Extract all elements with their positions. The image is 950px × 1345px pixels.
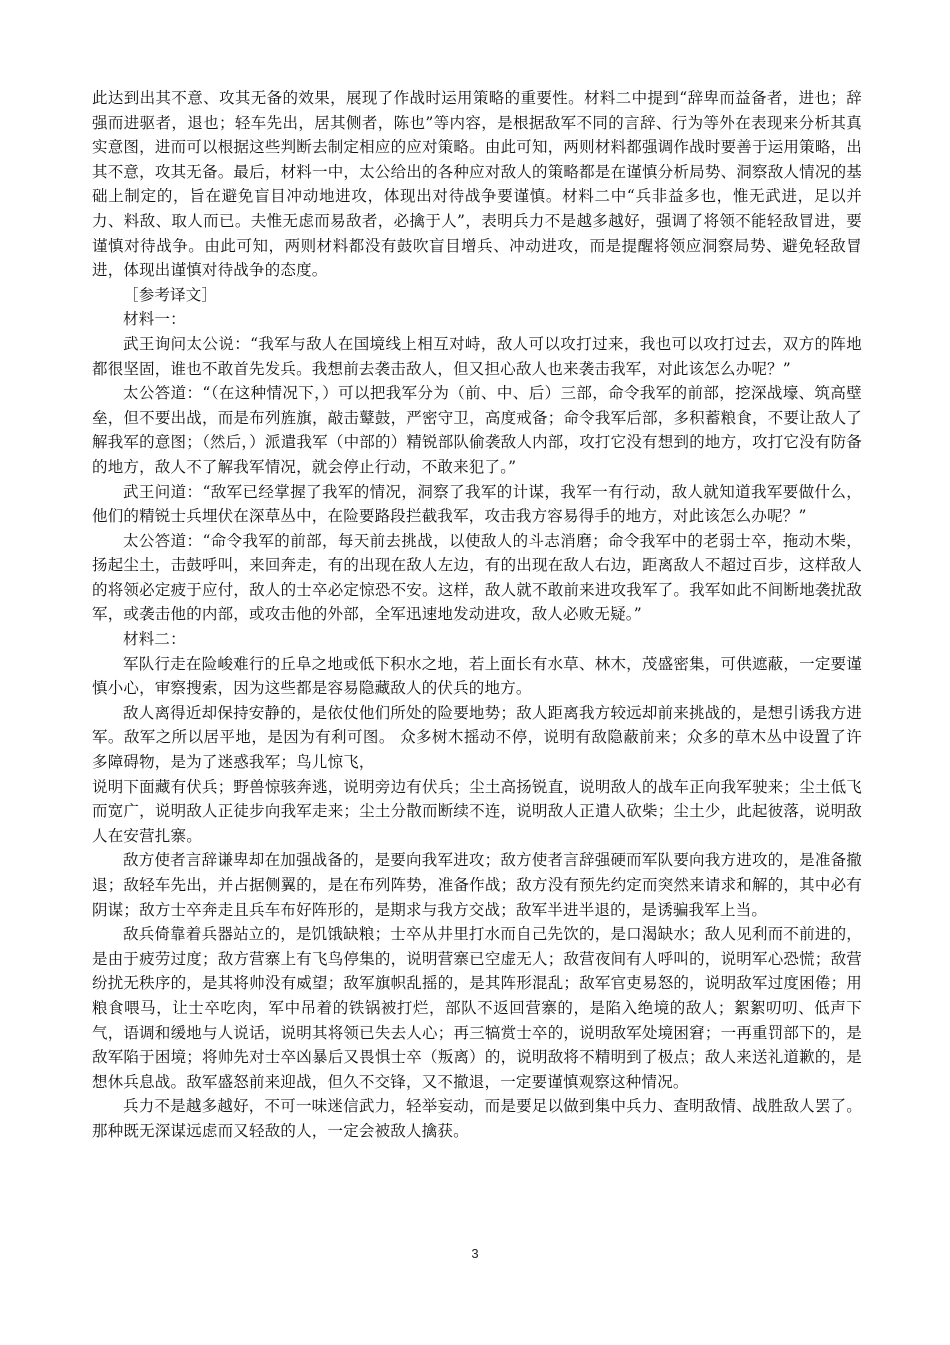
paragraph: 说明下面藏有伏兵；野兽惊骇奔逃，说明旁边有伏兵；尘土高扬锐直，说明敌人的战车正向我军驶来；尘土低飞而宽广，说明敌人正徒步向我军走来；尘土分散而断续不连，说明敌人正遣人砍柴；尘土少，此起彼落，说明敌人在安营扎寨。 [92,777,862,845]
paragraph: 敌人离得近却保持安静的，是依仗他们所处的险要地势；敌人距离我方较远却前来挑战的，是想引诱我方进军。敌军之所以居平地，是因为有利可图。 众多树木摇动不停，说明有敌隐蔽前来；众多的草木丛中设置了许多障碍物，是为了迷惑我军；鸟儿惊飞， [92,703,862,772]
paragraph: 武王问道：“敌军已经掌握了我军的情况，洞察了我军的计谋，我军一有行动，敌人就知道我军要做什么，他们的精锐士兵埋伏在深草丛中，在险要路段拦截我军，攻击我方容易得手的地方，对此该怎么办呢？” [92,482,862,526]
paragraph: 武王询问太公说：“我军与敌人在国境线上相互对峙，敌人可以攻打过来，我也可以攻打过去，双方的阵地都很坚固，谁也不敢首先发兵。我想前去袭击敌人，但又担心敌人也来袭击我军，对此该怎么办呢？” [92,334,862,378]
paragraph: 军队行走在险峻难行的丘阜之地或低下积水之地，若上面长有水草、林木，茂盛密集，可供遮蔽，一定要谨慎小心，审察搜索，因为这些都是容易隐藏敌人的伏兵的地方。 [92,654,862,698]
paragraph: 敌兵倚靠着兵器站立的，是饥饿缺粮；士卒从井里打水而自己先饮的，是口渴缺水；敌人见利而不前进的，是由于疲劳过度；敌方营寨上有飞鸟停集的，说明营寨已空虚无人；敌营夜间有人呼叫的，说明军心恐慌；敌营纷扰无秩序的，是其将帅没有威望；敌军旗帜乱摇的，是其阵形混乱；敌军官吏易怒的，说明敌军过度困倦；用粮食喂马，让士卒吃肉，军中吊着的铁锅被打烂，部队不返回营寨的，是陷入绝境的敌人；絮絮叨叨、低声下气，语调和缓地与人说话，说明其将领已失去人心；再三犒赏士卒的，说明敌军处境困窘；一再重罚部下的，是敌军陷于困境；将帅先对士卒凶暴后又畏惧士卒（叛离）的，说明敌将不精明到了极点；敌人来送礼道歉的，是想休兵息战。敌军盛怒前来迎战，但久不交锋，又不撤退，一定要谨慎观察这种情况。 [92,925,862,1091]
body-text [92,86,862,1144]
paragraph-translation-heading: ［参考译文］ [123,285,218,304]
paragraph-material-one-label: 材料一： [123,310,186,329]
paragraph-analysis: 此达到出其不意、攻其无备的效果，展现了作战时运用策略的重要性。材料二中提到“辞卑而益备者，进也；辞强而进驱者，退也；轻车先出，居其侧者，陈也”等内容，是根据敌军不同的言辞、行为等外在表现来分析其真实意图，进而可以根据这些判断去制定相应的应对策略。由此可知，两则材料都强调作战时要善于运用策略，出其不意，攻其无备。最后，材料一中，太公给出的各种应对敌人的策略都是在谨慎分析局势、洞察敌人情况的基础上制定的，旨在避免盲目冲动地进攻，体现出对待战争要谨慎。材料二中“兵非益多也，惟无武进，足以并力、料敌、取人而已。夫惟无虑而易敌者，必擒于人”，表明兵力不是越多越好，强调了将领不能轻敌冒进，要谨慎对待战争。由此可知，两则材料都没有鼓吹盲目增兵、冲动进攻，而是提醒将领应洞察局势、避免轻敌冒进，体现出谨慎对待战争的态度。 [92,89,862,280]
page-number: 3 [471,1246,479,1261]
paragraph: 太公答道：“命令我军的前部，每天前去挑战，以使敌人的斗志消磨；命令我军中的老弱士卒，拖动木柴，扬起尘土，击鼓呼叫，来回奔走，有的出现在敌人左边，有的出现在敌人右边，距离敌人不超过百步，这样敌人的将领必定疲于应付，敌人的士卒必定惊恐不安。这样，敌人就不敢前来进攻我军了。我军如此不间断地袭扰敌军，或袭击他的内部，或攻击他的外部，全军迅速地发动进攻，敌人必败无疑。” [92,531,862,624]
paragraph-material-two-label: 材料二： [123,630,186,649]
paragraph: 兵力不是越多越好，不可一味迷信武力，轻举妄动，而是要足以做到集中兵力、查明敌情、战胜敌人罢了。那种既无深谋远虑而又轻敌的人，一定会被敌人擒获。 [92,1097,862,1140]
paragraph: 敌方使者言辞谦卑却在加强战备的，是要向我军进攻；敌方使者言辞强硬而军队要向我方进攻的，是准备撤退；敌轻车先出，并占据侧翼的，是在布列阵势，准备作战；敌方没有预先约定而突然来请求和解的，其中必有阴谋；敌方士卒奔走且兵车布好阵形的，是期求与我方交战；敌军半进半退的，是诱骗我军上当。 [92,851,862,919]
paragraph: 太公答道：“（在这种情况下，）可以把我军分为（前、中、后）三部，命令我军的前部，挖深战壕、筑高壁垒，但不要出战，而是布列旌旗，敲击鼙鼓，严密守卫，高度戒备；命令我军后部，多积蓄粮食，不要让敌人了解我军的意图；（然后，）派遣我军（中部的）精锐部队偷袭敌人内部，攻打它没有想到的地方，攻打它没有防备的地方，敌人不了解我军情况，就会停止行动，不敢来犯了。” [92,384,862,476]
